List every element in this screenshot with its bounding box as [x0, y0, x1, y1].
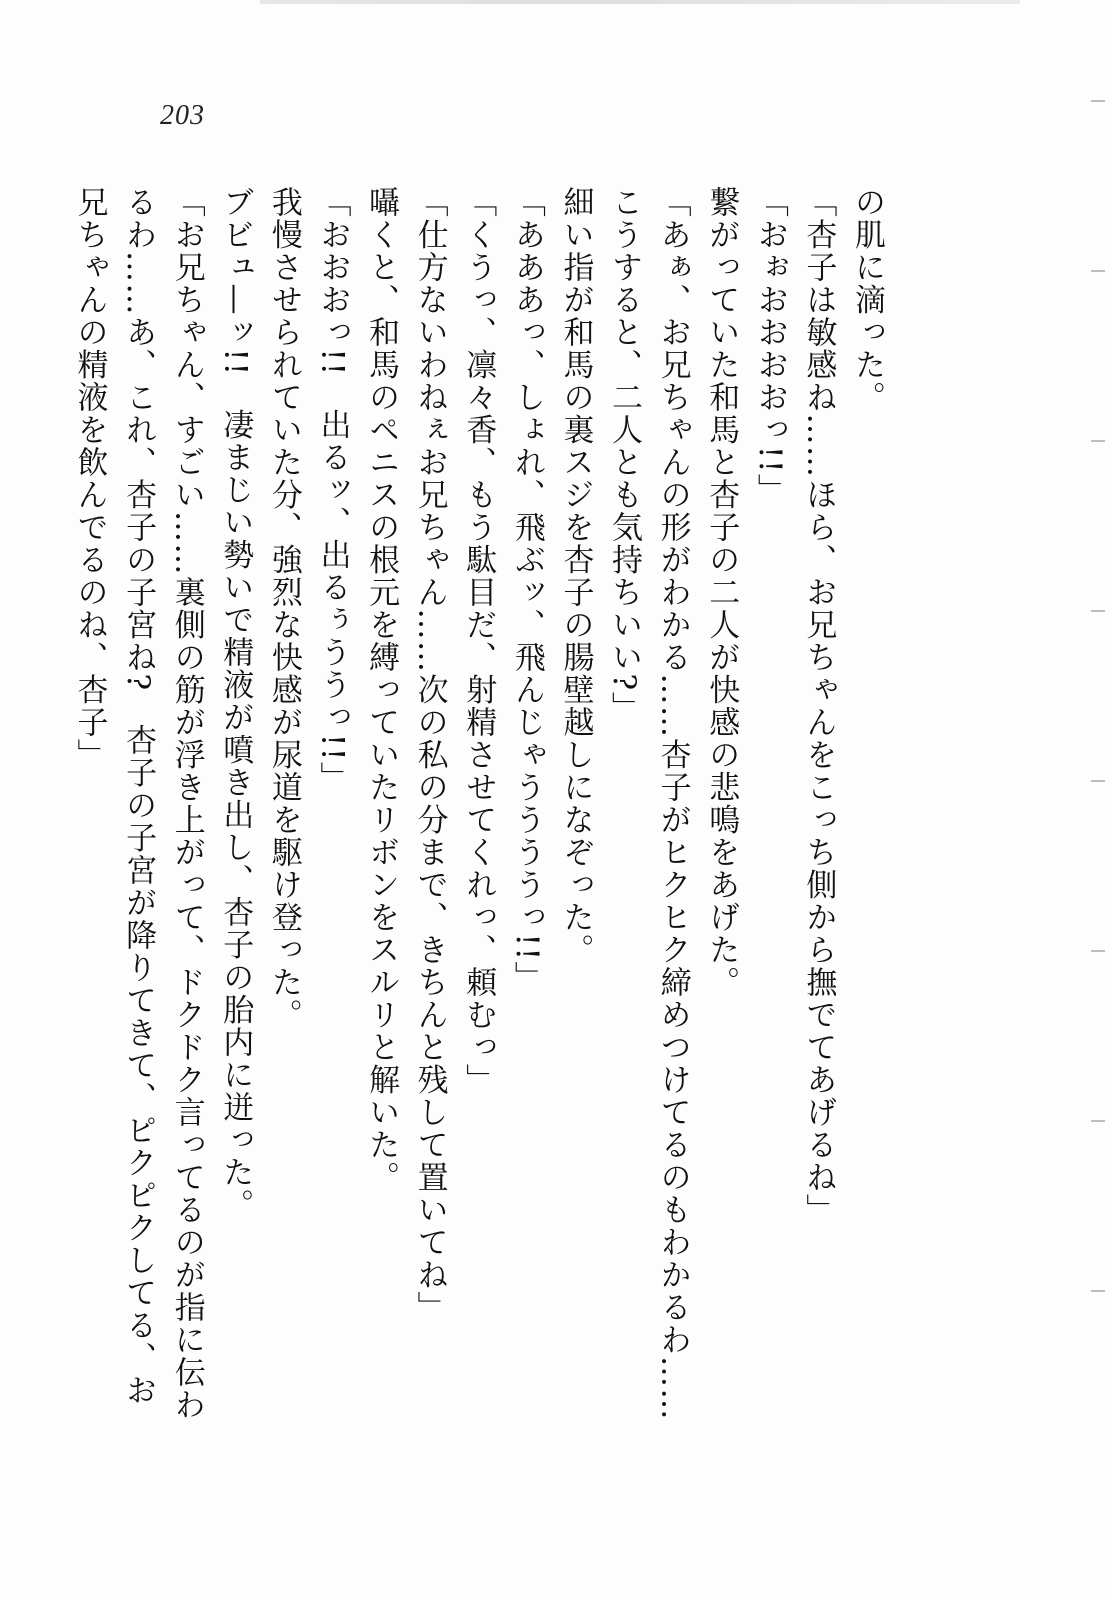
text-line: 繋がっていた和馬と杏子の二人が快感の悲鳴をあげた。 — [703, 186, 740, 999]
text-line: ブビュ—ッ!! 凄まじい勢いで精液が噴き出し、杏子の胎内に迸った。 — [217, 186, 254, 1222]
text-line: 「お兄ちゃん、すごい……裏側の筋が浮き上がって、ドクドク言ってるのが指に伝わ — [168, 186, 205, 1421]
edge-mark — [1091, 610, 1105, 612]
text-line: 囁くと、和馬のペニスの根元を縛っていたリボンをスルリと解いた。 — [363, 186, 400, 1194]
text-line: 「あああっ、しょれ、飛ぶッ、飛んじゃううううっ!!」 — [508, 186, 545, 994]
edge-mark — [1091, 1290, 1105, 1292]
text-line: 「おおおっ!! 出るッ、出るぅううっ!!」 — [314, 186, 351, 795]
text-line: るわ……あ、これ、杏子の子宮ね? 杏子の子宮が降りてきて、ピクピクしてる、お — [120, 186, 157, 1407]
text-line: 「あぁ、お兄ちゃんの形がわかる……杏子がヒクヒク締めつけてるのもわかるわ…… — [654, 186, 691, 1421]
page-top-rule — [260, 0, 1020, 4]
text-line: の肌に滴った。 — [849, 186, 885, 414]
edge-mark — [1091, 950, 1105, 952]
edge-mark — [1091, 440, 1105, 442]
vertical-text-body — [71, 186, 891, 1486]
text-line: こうすると、二人とも気持ちいい?」 — [606, 186, 643, 725]
text-line: 「くうっ、凛々香、もう駄目だ、射精させてくれっ、頼むっ」 — [460, 186, 497, 1096]
edge-mark — [1091, 270, 1105, 272]
edge-mark — [1091, 780, 1105, 782]
text-line: 「おぉおおおおっ!!」 — [751, 186, 788, 507]
page-number: 203 — [160, 100, 205, 131]
text-line: 我慢させられていた分、強烈な快感が尿道を駆け登った。 — [265, 186, 302, 1031]
text-line: 「杏子は敏感ね……ほら、お兄ちゃんをこっち側から撫でてあげるね」 — [800, 186, 837, 1226]
text-line: 兄ちゃんの精液を飲んでるのね、杏子」 — [71, 186, 108, 771]
text-line: 「仕方ないわねぇお兄ちゃん……次の私の分まで、きちんと残して置いてね」 — [411, 186, 448, 1324]
edge-mark — [1091, 1120, 1105, 1122]
edge-mark — [1091, 100, 1105, 102]
page-edge-marks — [1087, 80, 1105, 1380]
text-line: 細い指が和馬の裏スジを杏子の腸壁越しになぞった。 — [557, 186, 594, 966]
